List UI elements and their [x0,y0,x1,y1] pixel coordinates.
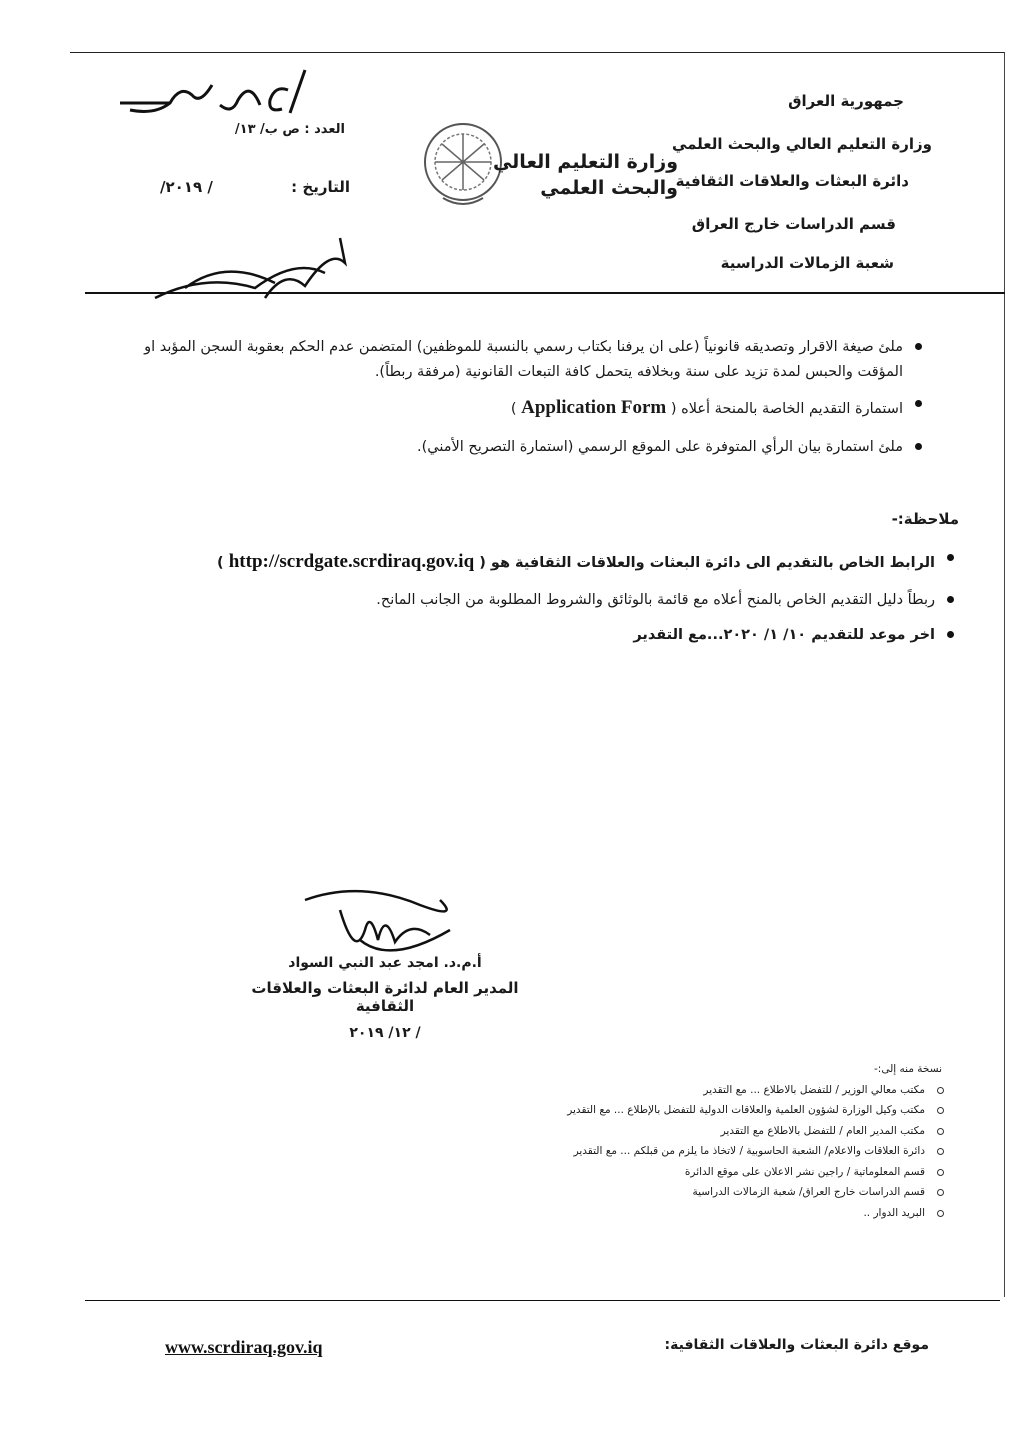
division-heading: شعبة الزمالات الدراسية [720,254,894,272]
note-text: الرابط الخاص بالتقديم الى دائرة البعثات والعلاقات الثقافية هو ( http://scrdgate.scrdiraq.gov.iq ) [217,551,935,572]
note-text: ربطاً دليل التقديم الخاص بالمنح أعلاه مع قائمة بالوثائق والشروط المطلوبة من الجانب المانح. [376,592,935,609]
directorate-heading: دائرة البعثات والعلاقات الثقافية [675,172,909,190]
list-item [112,435,922,460]
list-item [164,588,954,613]
ministry-logo [418,110,678,230]
logo-line-1: وزارة التعليم العالي [492,151,678,173]
copies-title: نسخة منه إلى:- [874,1063,942,1075]
circle-bullet-icon [937,1148,944,1155]
website-link[interactable]: www.scrdiraq.gov.iq [165,1337,323,1357]
requirement-text: ملئ صيغة الاقرار وتصديقه قانونياً (على ان يرفنا بكتاب رسمي بالنسبة للموظفين) المتضمن عدم الحكم بعقوبة السجن المؤبد او المؤقت والحبس لمدة تزيد على سنة وبخلافه يتحمل كافة التبعات القانونية (مرفقة ربطاً). [144,339,903,380]
notes-list [164,546,954,648]
list-item: مكتب وكيل الوزارة لشؤون العلمية والعلاقات الدولية للتفضل بالإطلاع ... مع التقدير [484,1100,944,1120]
bullet-icon [915,443,922,450]
application-form-label: Application Form [521,397,667,419]
list-item [164,623,954,648]
ministry-heading: وزارة التعليم العالي والبحث العلمي [671,135,932,153]
reference-number: العدد : ص ب/ ١٣/ [234,122,345,137]
circle-bullet-icon [937,1210,944,1217]
initials-scribble [145,228,365,308]
list-item: قسم الدراسات خارج العراق/ شعبة الزمالات الدراسية [484,1182,944,1202]
list-item: مكتب معالي الوزير / للتفضل بالاطلاع ... مع التقدير [484,1080,944,1100]
list-item [164,546,954,578]
circle-bullet-icon [937,1107,944,1114]
logo-text [493,150,678,201]
signatory-name: أ.م.د. امجد عبد النبي السواد [288,955,482,971]
requirements-list [112,335,922,459]
country-heading: جمهورية العراق [788,92,904,110]
circle-bullet-icon [937,1128,944,1135]
bullet-icon [947,596,954,603]
list-item [112,335,922,384]
logo-line-2: والبحث العلمي [540,176,678,199]
note-text: اخر موعد للتقديم ١٠/ ١/ ٢٠٢٠...مع التقدير [633,626,935,643]
bullet-icon [947,631,954,638]
page-frame-top [70,52,1005,53]
copies-list [484,1080,944,1223]
circle-bullet-icon [937,1189,944,1196]
page-frame-right [1004,52,1005,1297]
list-item: قسم المعلوماتية / راجين نشر الاعلان على موقع الدائرة [484,1162,944,1182]
date-label: التاريخ : [291,178,350,196]
signature-block [220,955,550,1041]
bullet-icon [915,400,922,407]
notes-title: ملاحظة:- [891,510,959,528]
bullet-icon [915,343,922,350]
bullet-icon [947,554,954,561]
signature-date: / ١٢/ ٢٠١٩ [349,1025,421,1041]
signatory-title: المدير العام لدائرة البعثات والعلاقات الثقافية [251,979,519,1015]
requirement-text: استمارة التقديم الخاصة بالمنحة أعلاه ( Application Form ) [510,397,903,419]
header-divider [85,292,1005,294]
footer-divider [85,1300,1000,1301]
department-heading: قسم الدراسات خارج العراق [691,215,896,233]
list-item: مكتب المدير العام / للتفضل بالاطلاع مع التقدير [484,1121,944,1141]
circle-bullet-icon [937,1169,944,1176]
circle-bullet-icon [937,1087,944,1094]
list-item: دائرة العلاقات والاعلام/ الشعبة الحاسوبية / لاتخاذ ما يلزم من قبلكم ... مع التقدير [484,1141,944,1161]
requirement-text: ملئ استمارة بيان الرأي المتوفرة على الموقع الرسمي (استمارة التصريح الأمني). [417,438,903,455]
list-item [112,392,922,424]
address-label: موقع دائرة البعثات والعلاقات الثقافية: [664,1337,929,1353]
list-item: البريد الدوار .. [484,1203,944,1223]
application-portal-link[interactable]: http://scrdgate.scrdiraq.gov.iq [228,551,475,572]
handwritten-number [100,65,320,120]
date-value: / ٢٠١٩/ [160,178,213,196]
